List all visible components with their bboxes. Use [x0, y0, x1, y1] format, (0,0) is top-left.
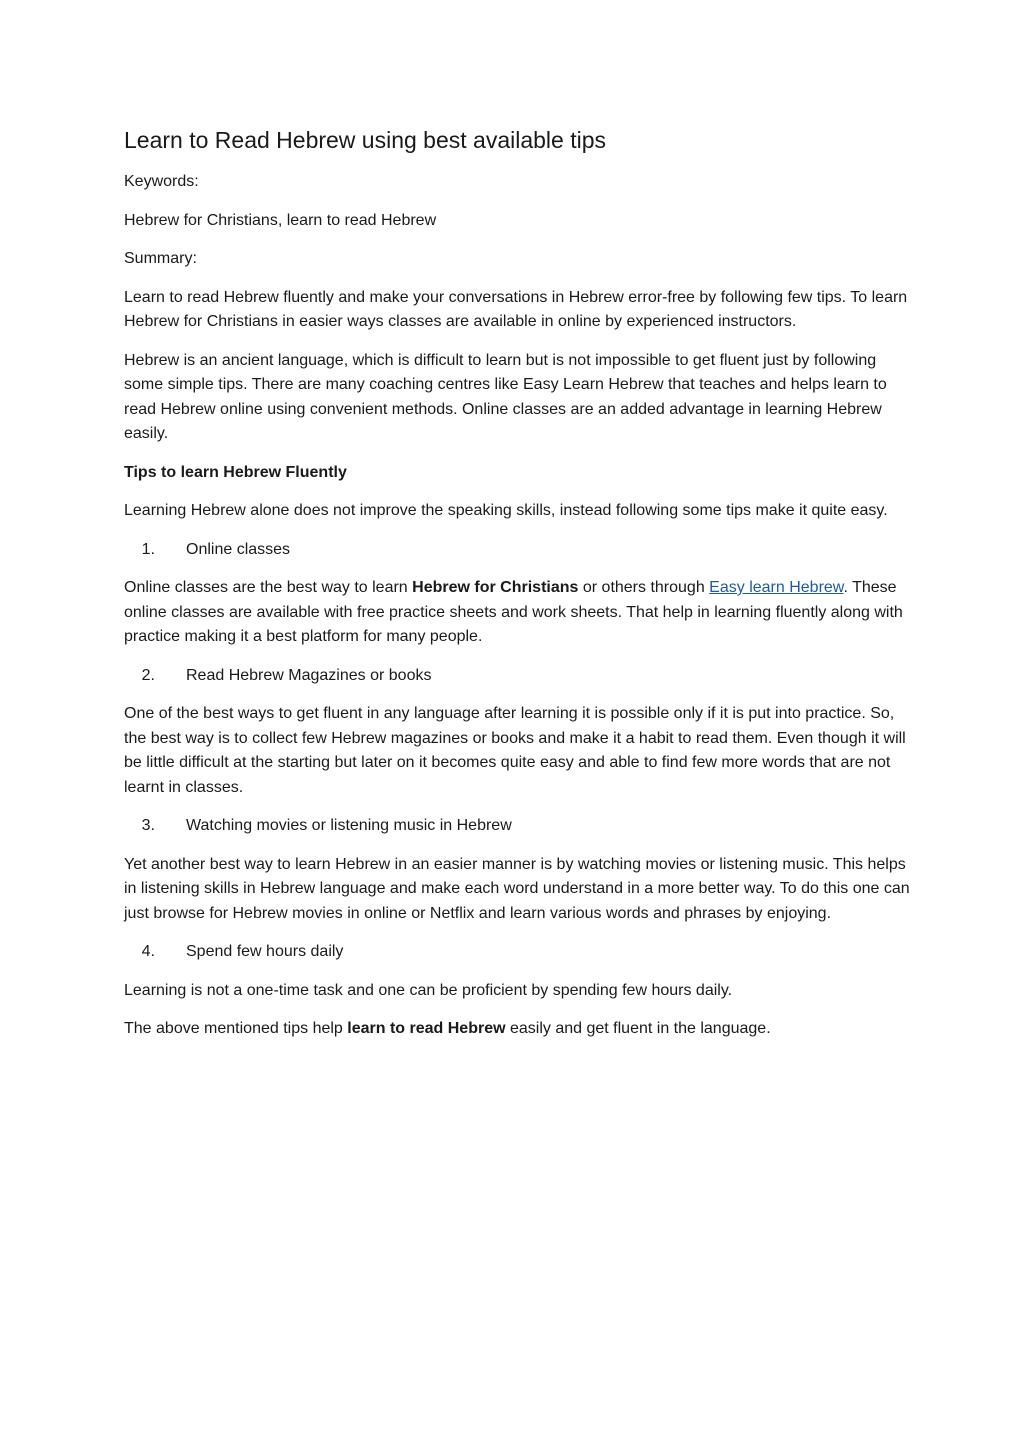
summary-label: Summary:: [124, 250, 197, 267]
keywords-text: Hebrew for Christians, learn to read Hebrew: [124, 211, 437, 229]
item4-paragraph: Learning is not a one-time task and one can be proficient by spending few hours daily.: [124, 981, 733, 999]
document-content: [124, 124, 914, 1056]
list-title-1: Online classes: [186, 540, 291, 558]
list-item-3: [124, 814, 914, 839]
list-item-1: [124, 538, 914, 563]
keywords-label: Keywords:: [124, 173, 199, 190]
item1-text-before: Online classes are the best way to learn: [124, 579, 413, 596]
closing-text-after: easily and get fluent in the language.: [505, 1020, 771, 1037]
list-title-3: Watching movies or listening music in Hebrew: [186, 817, 512, 834]
list-title-4: Spend few hours daily: [186, 943, 344, 960]
list-number-4: 4.: [141, 943, 155, 960]
item1-text-after: . These online classes are available with free practice sheets and work sheets. That help in learning fluently along with practice making it a best platform for many people.: [124, 579, 903, 645]
list-item-2: [124, 664, 914, 689]
list-title-2: Read Hebrew Magazines or books: [186, 666, 432, 684]
easy-learn-hebrew-link[interactable]: Easy learn Hebrew: [709, 579, 844, 596]
summary-text: Learn to read Hebrew fluently and make your conversations in Hebrew error-free by following few tips. To learn Hebrew for Christians in easier ways classes are available in online by experienced instructors.: [124, 288, 908, 330]
item1-bold-phrase: Hebrew for Christians: [412, 579, 579, 596]
item1-text-mid: or others through: [578, 579, 710, 596]
closing-bold-phrase: learn to read Hebrew: [347, 1020, 506, 1037]
closing-text-before: The above mentioned tips help: [124, 1020, 348, 1037]
document-title: Learn to Read Hebrew using best available tips: [124, 127, 607, 153]
intro-paragraph: Hebrew is an ancient language, which is difficult to learn but is not impossible to get fluent just by following some simple tips. There are many coaching centres like Easy Learn Hebrew that teaches and helps learn to read Hebrew online using convenient methods. Online classes are an added advantage in learning Hebrew easily.: [124, 351, 887, 442]
tips-heading: Tips to learn Hebrew Fluently: [124, 463, 347, 481]
list-number-1: 1.: [141, 540, 155, 558]
item1-paragraph: [124, 576, 914, 650]
list-number-3: 3.: [141, 817, 155, 834]
list-item-4: [124, 940, 914, 965]
closing-paragraph: [124, 1017, 914, 1042]
item3-paragraph: Yet another best way to learn Hebrew in an easier manner is by watching movies or listening music. This helps in listening skills in Hebrew language and make each word understand in a more better way. To do this one can just browse for Hebrew movies in online or Netflix and learn various words and phrases by enjoying.: [124, 855, 910, 922]
item2-paragraph: One of the best ways to get fluent in any language after learning it is possible only if it is put into practice. So, the best way is to collect few Hebrew magazines or books and make it a habit to read them. Even though it will be little difficult at the starting but later on it becomes quite easy and able to find few more words that are not learnt in classes.: [124, 705, 906, 796]
tips-intro-paragraph: Learning Hebrew alone does not improve the speaking skills, instead following some tips make it quite easy.: [124, 502, 888, 519]
list-number-2: 2.: [141, 666, 155, 684]
